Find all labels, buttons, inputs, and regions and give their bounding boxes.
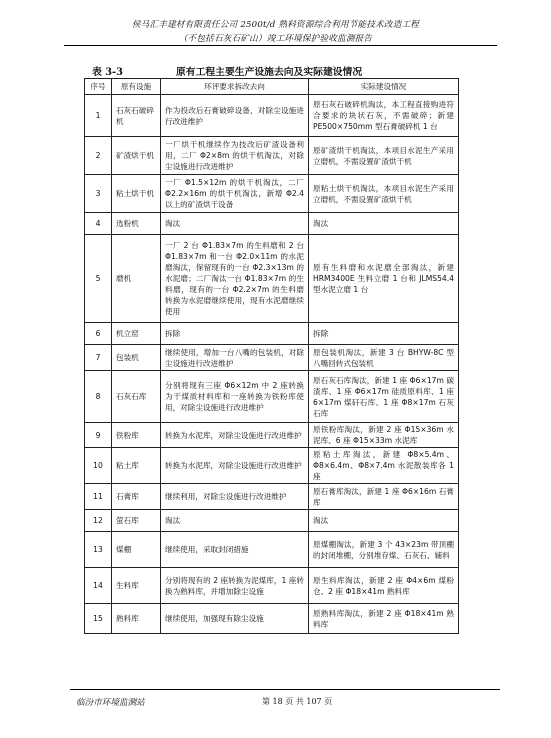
footer-org: 临汾市环境监测站 [76, 698, 145, 708]
footer-page-number: 第 18 页 共 107 页 [262, 697, 333, 706]
row-number: 3 [85, 175, 112, 213]
table-title: 原有工程主要生产设施去向及实际建设情况 [176, 67, 363, 78]
actual-construction-cell: 淘汰 [309, 510, 459, 532]
row-number: 13 [85, 532, 112, 568]
eia-requirement-cell: 分别将现有三座 Φ6×12m 中 2 座转换为干煤质材料库和一座转换为铁粉库使用，对除尘设施进行改进维护 [161, 371, 309, 423]
row-number: 5 [85, 235, 112, 323]
facility-table [84, 78, 459, 634]
facility-cell: 磨机 [112, 235, 161, 323]
table-row [85, 95, 459, 137]
actual-construction-cell: 原铁粉库淘汰，新建 2 座 Φ15×36m 水泥库、6 座 Φ15×33m 水泥库 [309, 423, 459, 448]
row-number: 12 [85, 510, 112, 532]
eia-requirement-cell: 淘汰 [161, 213, 309, 235]
actual-construction-cell: 原石灰石库淘汰，新建 1 座 Φ6×17m 碳渣库、1 座 Φ6×17m 硅质原料库、1 座 6×17m 煤矸石库、1 座 Φ8×17m 石灰石库 [309, 371, 459, 423]
row-number: 9 [85, 423, 112, 448]
eia-requirement-cell: 拆除 [161, 323, 309, 345]
table-row [85, 484, 459, 510]
table-number: 表 3-3 [92, 67, 123, 78]
table-row [85, 137, 459, 175]
table-row [85, 235, 459, 323]
actual-construction-cell: 原石灰石破碎机淘汰，本工程直接购进符合要求的块状石灰，不需破碎；新建 PE500×750mm 型石膏破碎机 1 台 [309, 95, 459, 137]
eia-requirement-cell: 一厂烘干机继续作为技改后矿渣设备利用，二厂 Φ2×8m 的烘干机淘汰，对除尘设施进行改进维护 [161, 137, 309, 175]
row-number: 6 [85, 323, 112, 345]
eia-requirement-cell: 一厂 Φ1.5×12m 的烘干机淘汰，二厂 Φ2.2×16m 的烘干机淘汰，新增 Φ2.4 以上的矿渣烘干设备 [161, 175, 309, 213]
eia-requirement-cell: 继续使用，加强现有除尘设施 [161, 604, 309, 634]
row-number: 1 [85, 95, 112, 137]
table-row [85, 175, 459, 213]
facility-cell: 选粉机 [112, 213, 161, 235]
actual-construction-cell: 原粘土库淘汰，新建 Φ8×5.4m、Φ8×6.4m、Φ8×7.4m 水泥散装库各 1 座 [309, 448, 459, 484]
facility-cell: 煤棚 [112, 532, 161, 568]
eia-requirement-cell: 转换为水泥库，对除尘设施进行改进维护 [161, 423, 309, 448]
eia-requirement-cell: 转换为水泥库，对除尘设施进行改进维护 [161, 448, 309, 484]
row-number: 15 [85, 604, 112, 634]
table-row [85, 423, 459, 448]
eia-requirement-cell: 继续使用，采取封闭措施 [161, 532, 309, 568]
actual-construction-cell: 原有生料磨和水泥磨全部淘汰，新建 HRM3400E 生料立磨 1 台和 JLMS54.4 型水泥立磨 1 台 [309, 235, 459, 323]
facility-cell: 矿渣烘干机 [112, 137, 161, 175]
table-row [85, 213, 459, 235]
facility-cell: 生料库 [112, 568, 161, 604]
table-row [85, 510, 459, 532]
actual-construction-cell: 原矿渣烘干机淘汰，本项目水泥生产采用立磨机，不需设置矿渣烘干机 [309, 137, 459, 175]
table-row [85, 323, 459, 345]
row-number: 4 [85, 213, 112, 235]
table-row [85, 371, 459, 423]
facility-cell: 机立窑 [112, 323, 161, 345]
actual-construction-cell: 原煤棚淘汰，新建 3 个 43×23m 带顶棚的封闭堆棚，分别堆存煤、石灰石、辅料 [309, 532, 459, 568]
table-header-row [85, 79, 459, 95]
col-header-facility: 原有设施 [112, 79, 161, 95]
actual-construction-cell: 原熟料库淘汰，新建 2 座 Φ18×41m 熟料库 [309, 604, 459, 634]
eia-requirement-cell: 淘汰 [161, 510, 309, 532]
eia-requirement-cell: 分别将现有的 2 座转换为泥煤库，1 座转换为熟料库，并增加除尘设施 [161, 568, 309, 604]
table-row [85, 448, 459, 484]
table-row [85, 604, 459, 634]
actual-construction-cell: 拆除 [309, 323, 459, 345]
actual-construction-cell: 原生料库淘汰，新建 2 座 Φ4×6m 煤粉仓、2 座 Φ18×41m 熟料库 [309, 568, 459, 604]
table-row [85, 568, 459, 604]
facility-cell: 粘土烘干机 [112, 175, 161, 213]
eia-requirement-cell: 一厂 2 台 Φ1.83×7m 的生料磨和 2 台 Φ1.83×7m 和一台 Φ2.0×11m 的水泥磨淘汰，保留现有的一台 Φ2.3×13m 的水泥磨；二厂淘汰一台 Φ1.83×7m 的生料磨，现有的一台 Φ2.2×7m 的生料磨转换为水泥磨继续使用，现有水泥磨继续使用 [161, 235, 309, 323]
row-number: 7 [85, 345, 112, 371]
table-row [85, 532, 459, 568]
facility-cell: 粘土库 [112, 448, 161, 484]
table-body [85, 95, 459, 634]
actual-construction-cell: 原粘土烘干机淘汰，本项目水泥生产采用立磨机，不需设置矿渣烘干机 [309, 175, 459, 213]
eia-requirement-cell: 继续利用，对除尘设施进行改进维护 [161, 484, 309, 510]
header-rule [64, 45, 497, 46]
eia-requirement-cell: 继续使用，增加一台八嘴的包装机，对除尘设施进行改进维护 [161, 345, 309, 371]
facility-cell: 石灰石库 [112, 371, 161, 423]
row-number: 11 [85, 484, 112, 510]
facility-cell: 铁粉库 [112, 423, 161, 448]
col-header-no: 序号 [85, 79, 112, 95]
facility-cell: 包装机 [112, 345, 161, 371]
facility-cell: 石灰石破碎机 [112, 95, 161, 137]
row-number: 8 [85, 371, 112, 423]
col-header-eia: 环评要求拆改去向 [161, 79, 309, 95]
actual-construction-cell: 原包装机淘汰，新建 3 台 BHYW-8C 型八嘴回转式包装机 [309, 345, 459, 371]
facility-cell: 萤石库 [112, 510, 161, 532]
actual-construction-cell: 淘汰 [309, 213, 459, 235]
table-row [85, 345, 459, 371]
facility-cell: 石膏库 [112, 484, 161, 510]
row-number: 10 [85, 448, 112, 484]
facility-cell: 熟料库 [112, 604, 161, 634]
eia-requirement-cell: 作为投改后石膏破碎设备，对除尘设施进行改进维护 [161, 95, 309, 137]
col-header-actual: 实际建设情况 [309, 79, 459, 95]
report-header-line2: （不包括石灰石矿山）竣工环境保护验收监测报告 [178, 34, 373, 44]
row-number: 14 [85, 568, 112, 604]
actual-construction-cell: 原石膏库淘汰，新建 1 座 Φ6×16m 石膏库 [309, 484, 459, 510]
report-header-line1: 侯马汇丰建材有限责任公司 2500t/d 熟料资源综合利用节能技术改造工程 [131, 20, 420, 30]
footer-rule [70, 689, 500, 690]
row-number: 2 [85, 137, 112, 175]
